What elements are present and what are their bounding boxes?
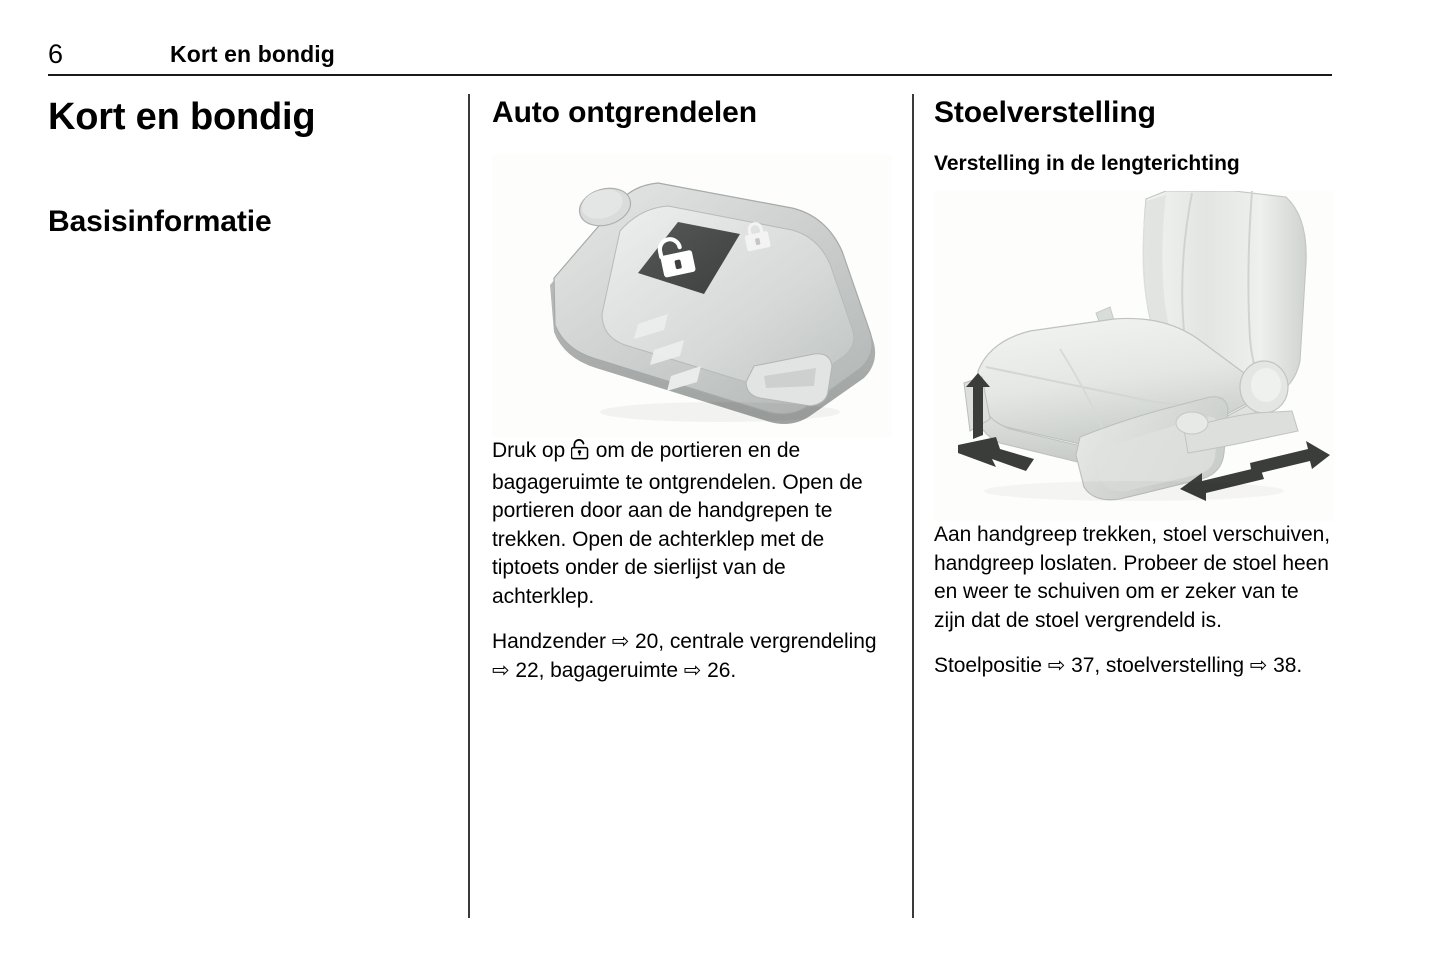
spacer <box>48 140 448 203</box>
seat-figure <box>934 191 1334 521</box>
spacer <box>934 132 1334 150</box>
seat-rail-bolt <box>1176 412 1208 434</box>
chapter-title: Kort en bondig <box>48 96 316 138</box>
middle-paragraph-2: Handzender ⇨ 20, centrale vergrendeling ⇨ 22, bagageruimte ⇨ 26. <box>492 630 877 682</box>
section-title-auto-ontgrendelen: Auto ontgrendelen <box>492 96 757 129</box>
middle-paragraph-1-suffix: om de portieren en de bagageruimte te ontgrendelen. Open de portieren door aan de handgrepen te trekken. Open de achterklep met de tiptoets onder de sierlijst van de achterklep. <box>492 439 863 608</box>
middle-paragraph-1 <box>492 437 892 611</box>
subsection-title-lengterichting: Verstelling in de lengterichting <box>934 152 1240 175</box>
key-fob-shadow <box>600 402 840 422</box>
column-middle <box>492 94 892 685</box>
key-fob-figure <box>492 154 892 437</box>
header-chapter-name: Kort en bondig <box>170 41 335 67</box>
column-left <box>48 94 448 241</box>
header-rule <box>48 74 1332 76</box>
section-title-basisinformatie: Basisinformatie <box>48 205 272 238</box>
running-header <box>48 38 1332 76</box>
unlock-icon <box>571 439 590 469</box>
right-paragraph-1: Aan handgreep trekken, stoel verschuiven, handgreep loslaten. Probeer de stoel heen en weer te schuiven om er zeker van te zijn dat de stoel vergrendeld is. <box>934 523 1331 632</box>
column-right <box>934 94 1334 681</box>
right-paragraph-2: Stoelpositie ⇨ 37, stoelverstelling ⇨ 38. <box>934 654 1303 677</box>
seat-recline-knob-inner <box>1251 368 1281 402</box>
seat-shadow <box>984 481 1284 501</box>
column-divider-1 <box>468 94 470 918</box>
section-title-stoelverstelling: Stoelverstelling <box>934 96 1156 129</box>
column-divider-2 <box>912 94 914 918</box>
middle-paragraph-1-prefix: Druk op <box>492 439 571 462</box>
page-number: 6 <box>48 39 64 69</box>
